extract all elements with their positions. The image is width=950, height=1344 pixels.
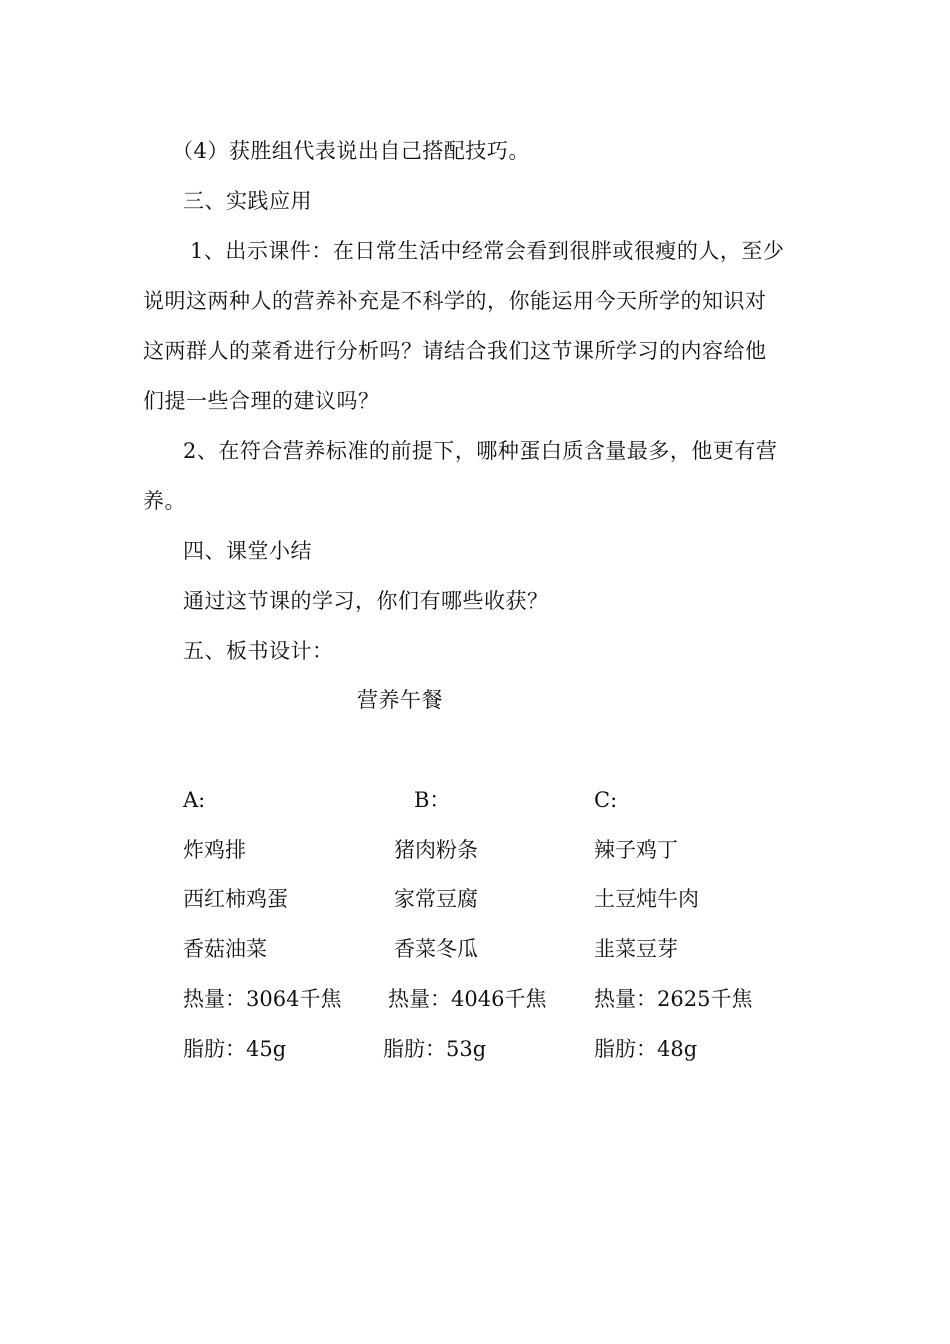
menu-c-dish-3: 韭菜豆芽: [594, 937, 678, 961]
menu-c-fat: 脂肪：48g: [594, 1037, 698, 1061]
menu-a-energy: 热量：3064千焦: [183, 987, 342, 1011]
board-title: 营养午餐: [357, 688, 443, 712]
paragraph-item-1-line-2: 说明这两种人的营养补充是不科学的，你能运用今天所学的知识对: [143, 289, 767, 313]
menu-a-dish-2: 西红柿鸡蛋: [183, 887, 288, 911]
menu-a-dish-1: 炸鸡排: [183, 838, 246, 862]
paragraph-item-1-line-1: 1、出示课件：在日常生活中经常会看到很胖或很瘦的人，至少: [190, 239, 785, 263]
menu-a-dish-3: 香菇油菜: [183, 937, 267, 961]
menu-b-dish-2: 家常豆腐: [394, 887, 478, 911]
menu-b-dish-1: 猪肉粉条: [394, 838, 478, 862]
menu-b-dish-3: 香菜冬瓜: [394, 937, 478, 961]
menu-c-dish-2: 土豆炖牛肉: [594, 887, 699, 911]
paragraph-item-1-line-3: 这两群人的菜肴进行分析吗？请结合我们这节课所学习的内容给他: [143, 339, 767, 363]
menu-b-energy: 热量：4046千焦: [388, 987, 547, 1011]
menu-b-label: B：: [414, 788, 451, 812]
heading-board-design: 五、板书设计：: [183, 639, 334, 663]
paragraph-item-1-line-4: 们提一些合理的建议吗？: [143, 389, 380, 413]
menu-a-fat: 脂肪：45g: [183, 1037, 287, 1061]
paragraph-summary: 通过这节课的学习，你们有哪些收获？: [183, 589, 549, 613]
menu-c-label: C:: [594, 788, 618, 812]
menu-a-label: A:: [183, 788, 206, 812]
paragraph-item-2-line-1: 2、在符合营养标准的前提下，哪种蛋白质含量最多，他更有营: [183, 439, 778, 463]
menu-c-dish-1: 辣子鸡丁: [594, 838, 678, 862]
menu-c-energy: 热量：2625千焦: [594, 987, 753, 1011]
heading-practice-application: 三、实践应用: [183, 189, 312, 213]
heading-class-summary: 四、课堂小结: [183, 539, 312, 563]
paragraph-step-4: （4）获胜组代表说出自己搭配技巧。: [172, 139, 530, 163]
paragraph-item-2-line-2: 养。: [143, 489, 186, 513]
menu-b-fat: 脂肪：53g: [383, 1037, 487, 1061]
